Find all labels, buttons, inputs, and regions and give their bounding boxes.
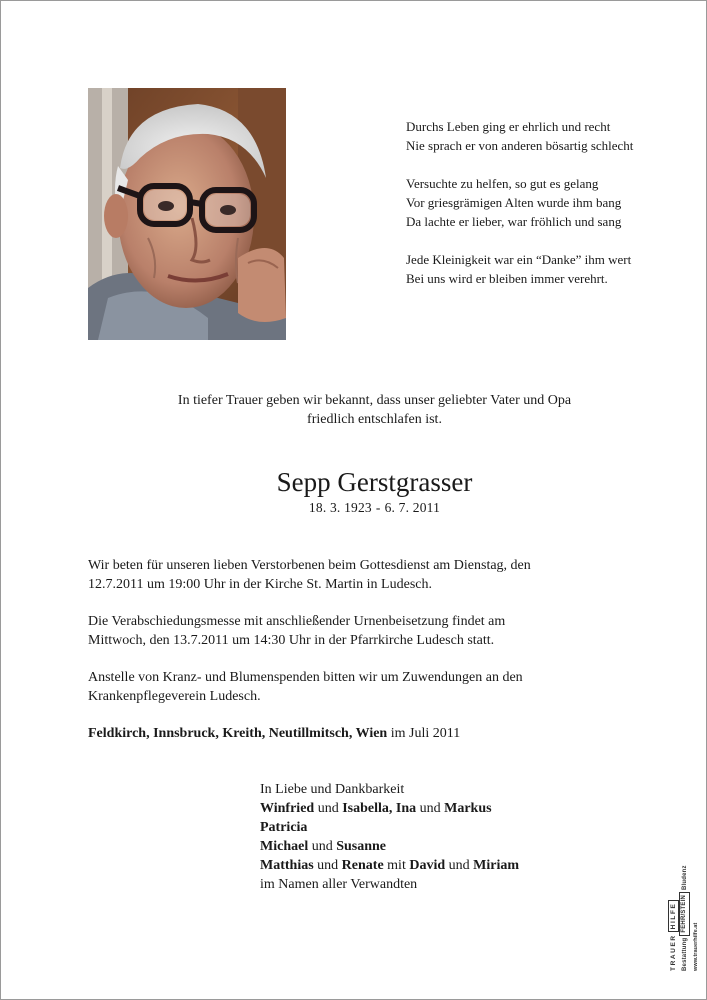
conjunction: und xyxy=(317,801,339,816)
logo-company-place: Bludenz xyxy=(681,865,688,890)
intro-line-1: In tiefer Trauer geben wir bekannt, dass unser geliebter Vater und Opa xyxy=(177,393,572,408)
paragraph-line: Krankenpflegeverein Ludesch. xyxy=(88,689,261,704)
logo-website: www.trauerhilfe.at xyxy=(692,922,699,971)
announcement-intro xyxy=(61,391,688,429)
family-line-3 xyxy=(260,837,660,856)
family-name: Isabella, Ina xyxy=(342,801,417,816)
conjunction: mit xyxy=(387,858,406,873)
family-signoff xyxy=(260,780,660,894)
paragraph-line: Die Verabschiedungsmesse mit anschließender Urnenbeisetzung findet am xyxy=(88,614,506,629)
paragraph-line: 12.7.2011 um 19:00 Uhr in der Kirche St. Martin in Ludesch. xyxy=(88,577,432,592)
service-paragraph-1 xyxy=(88,556,628,594)
poem-line: Versuchte zu helfen, so gut es gelang xyxy=(406,176,599,191)
signoff-closing: im Namen aller Verwandten xyxy=(260,877,418,892)
paragraph-line: Anstelle von Kranz- und Blumenspenden bitten wir um Zuwendungen an den xyxy=(88,670,523,685)
logo-website-row xyxy=(690,869,701,971)
conjunction: und xyxy=(317,858,339,873)
poem-line: Vor griesgrämigen Alten wurde ihm bang xyxy=(406,195,622,210)
family-name: Matthias xyxy=(260,858,314,873)
logo-company-box: FEHR/STEIN xyxy=(679,892,690,936)
birth-date: 18. 3. 1923 xyxy=(308,500,372,515)
places-date: im Juli 2011 xyxy=(390,726,461,741)
poem-stanza-1 xyxy=(406,117,696,155)
family-name: Renate xyxy=(341,858,384,873)
family-name: Michael xyxy=(260,839,309,854)
death-date: 6. 7. 2011 xyxy=(384,500,441,515)
paragraph-line: Wir beten für unseren lieben Verstorbenen beim Gottesdienst am Dienstag, den xyxy=(88,558,531,573)
poem-line: Durchs Leben ging er ehrlich und recht xyxy=(406,119,611,134)
family-name: Winfried xyxy=(260,801,315,816)
logo-rotated xyxy=(668,865,702,971)
poem-stanza-2 xyxy=(406,174,696,231)
logo-brand-right: HILFE xyxy=(668,900,679,933)
funeral-service-logo xyxy=(668,865,702,971)
deceased-name: Sepp Gerstgrasser xyxy=(276,467,473,497)
family-name: Miriam xyxy=(473,858,520,873)
family-name: David xyxy=(409,858,446,873)
family-name: Patricia xyxy=(260,820,308,835)
date-separator: - xyxy=(375,500,381,515)
intro-line-2: friedlich entschlafen ist. xyxy=(307,412,442,427)
poem-line: Jede Kleinigkeit war ein “Danke” ihm wert xyxy=(406,252,632,267)
logo-company: Bestattung xyxy=(681,937,688,971)
poem-stanza-3 xyxy=(406,250,696,288)
poem-line: Nie sprach er von anderen bösartig schlecht xyxy=(406,138,634,153)
life-dates xyxy=(61,499,688,517)
family-line-1 xyxy=(260,799,660,818)
family-name: Markus xyxy=(444,801,492,816)
places-list: Feldkirch, Innsbruck, Kreith, Neutillmitsch, Wien xyxy=(88,726,388,741)
donation-paragraph xyxy=(88,668,628,706)
paragraph-line: Mittwoch, den 13.7.2011 um 14:30 Uhr in der Pfarrkirche Ludesch statt. xyxy=(88,633,495,648)
logo-brand-top: TRAUER xyxy=(670,934,677,971)
places-and-date xyxy=(88,724,628,743)
signoff-greeting: In Liebe und Dankbarkeit xyxy=(260,782,405,797)
poem xyxy=(406,117,696,307)
logo-company-row xyxy=(679,865,690,971)
family-name: Susanne xyxy=(336,839,387,854)
service-details xyxy=(88,556,628,761)
service-paragraph-2 xyxy=(88,612,628,650)
logo-brand-row xyxy=(668,869,679,971)
conjunction: und xyxy=(311,839,333,854)
poem-line: Da lachte er lieber, war fröhlich und sang xyxy=(406,214,622,229)
poem-line: Bei uns wird er bleiben immer verehrt. xyxy=(406,271,608,286)
portrait-photo xyxy=(88,88,286,340)
conjunction: und xyxy=(448,858,470,873)
family-line-4 xyxy=(260,856,660,875)
conjunction: und xyxy=(419,801,441,816)
family-line-2 xyxy=(260,818,660,837)
